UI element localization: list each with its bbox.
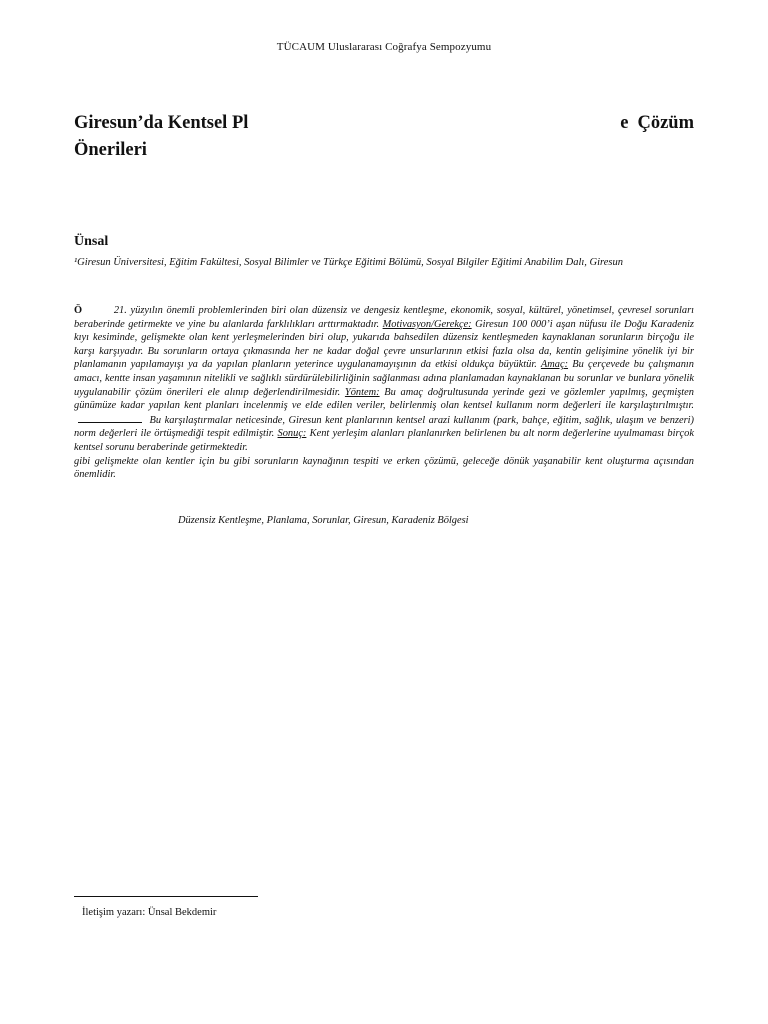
author-name: Ünsal (74, 234, 109, 249)
paper-title-fragment-right: e Çözüm (620, 113, 694, 133)
abstract-intro: 21. yüzyılın önemli problemlerinden biri olan düzensiz ve dengesiz kentleşme, ekonomik, sosyal, kültürel, yönetimsel, çevresel sorunları beraberinde getirmekte ve yine bu alanlarda farklılıkları arttırmaktadır. (74, 305, 694, 330)
abstract (74, 304, 694, 482)
keywords: Düzensiz Kentleşme, Planlama, Sorunlar, Giresun, Karadeniz Bölgesi (178, 515, 469, 526)
footnote-contact: İletişim yazarı: Ünsal Bekdemir (82, 907, 217, 918)
abstract-lead: Ö (74, 305, 83, 316)
abstract-result: Kent yerleşim alanları planlanırken belirlenen bu alt norm değerlerine uyulmaması birçok kentsel sorunu beraberinde getirmektedir. (74, 428, 694, 453)
abstract-conclusion: gibi gelişmekte olan kentler için bu gibi sorunların kaynağının tespiti ve erken çözümü, geleceğe dönük yaşanabilir kent oluşturma açısından önemlidir. (74, 455, 694, 481)
abstract-method: Bu amaç doğrultusunda yerinde gezi ve gözlemler yapılmış, geçmişten günümüze kadar yapılan kent planları incelenmiş ve elde edilen veriler, belirlenmiş olan kentsel kullanım norm değerleri ile karşılaştırılmıştır. (74, 386, 694, 412)
result-label: Sonuç: (277, 428, 307, 440)
method-label: Yöntem: (344, 386, 380, 398)
abstract-motivation: Giresun 100 000’i aşan nüfusu ile Doğu Karadeniz kıyı kesiminde, gelişmekte olan kent yerleşmelerinden biri olup, yukarıda bahsedilen düzensiz kentleşmeden kaynaklanan sorunların birçoğu ile karşı karşıyadır. Bu sorunların ortaya çıkmasında her ne kadar doğal çevre unsurlarının etkisi fazla olsa da, kentin gelişimine yönelik iyi bir planlamanın yapılamayışı ya da yapılan planların yeterince uygulanamayışının da etkisi oldukça büyüktür. (74, 318, 694, 371)
redacted-blank (78, 413, 142, 423)
paper-title-line-2: Önerileri (74, 140, 147, 160)
motivation-label: Motivasyon/Gerekçe: (382, 318, 472, 330)
footnote-divider (74, 896, 258, 897)
paper-title-fragment-left: Giresun’da Kentsel Pl (74, 113, 249, 133)
paper-title-line-1 (74, 113, 694, 134)
author-affiliation: ¹Giresun Üniversitesi, Eğitim Fakültesi, Sosyal Bilimler ve Türkçe Eğitimi Bölümü, Sosyal Bilgiler Eğitimi Anabilim Dalı, Giresun (74, 257, 623, 268)
running-header: TÜCAUM Uluslararası Coğrafya Sempozyumu (276, 41, 492, 53)
aim-label: Amaç: (540, 359, 569, 371)
abstract-aim: Bu çerçevede bu çalışmanın amacı, kentte insan yaşamının nitelikli ve sağlıklı sürdürülebilirliğinin sağlanması adına planlamadan kaynaklanan bu sorunlar ve bunlara yönelik uygulanabilir çözüm önerileri ele alınıp değerlendirilmesidir. (74, 359, 694, 398)
abstract-findings: Bu karşılaştırmalar neticesinde, Giresun kent planlarının kentsel arazi kullanım (park, bahçe, eğitim, sağlık, ulaşım ve benzeri) norm değerleri ile örtüşmediği tespit edilmiştir. (74, 414, 694, 440)
